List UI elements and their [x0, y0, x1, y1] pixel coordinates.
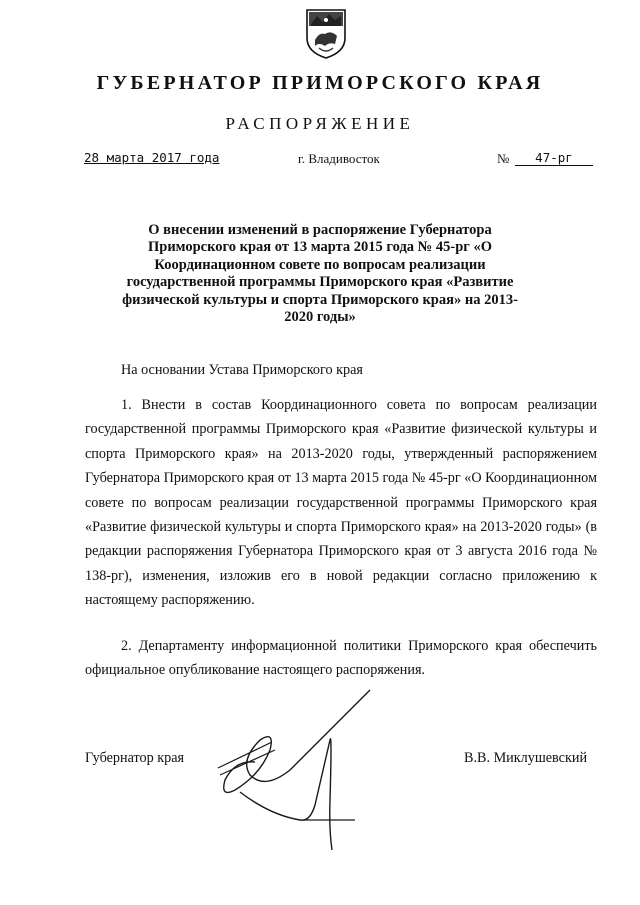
number-sign: №: [497, 151, 510, 166]
item-1-paragraph: 1. Внести в состав Координационного совета по вопросам реализации государственной программы Приморского края «Развитие физической культуры и спорта Приморского края» на 2013-2020 годы, утвержденный распоряжением Губернатора Приморского края от 13 марта 2015 года № 45-рг «О Координационном совете по вопросам реализации государственной программы Приморского края «Развитие физической культуры и спорта Приморского края» на 2013-2020 годы» (в редакции распоряжения Губернатора Приморского края от 3 августа 2016 года № 138-рг), изменения, изложив его в новой редакции согласно приложению к настоящему распоряжению.: [85, 397, 597, 609]
basis-paragraph: На основании Устава Приморского края: [121, 362, 363, 378]
document-city: г. Владивосток: [298, 151, 380, 166]
document-type-heading: РАСПОРЯЖЕНИЕ: [225, 114, 415, 133]
item-2-paragraph: 2. Департаменту информационной политики Приморского края обеспечить официальное опубликование настоящего распоряжения.: [85, 638, 597, 679]
handwritten-signature-icon: [180, 680, 460, 850]
signatory-name: В.В. Миклушевский: [464, 750, 588, 766]
issuer-heading: ГУБЕРНАТОР ПРИМОРСКОГО КРАЯ: [96, 72, 544, 94]
document-date: 28 марта 2017 года: [84, 150, 220, 165]
document-title: О внесении изменений в распоряжение Губернатора Приморского края от 13 марта 2015 года № 45-рг «О Координационном совете по вопросам реализации государственной программы Приморского края «Развитие физической культуры и спорта Приморского края» на 2013-2020 годы»: [122, 222, 518, 326]
document-number: 47-рг: [515, 150, 593, 166]
signatory-role: Губернатор края: [85, 750, 185, 766]
coat-of-arms-icon: [305, 8, 347, 60]
